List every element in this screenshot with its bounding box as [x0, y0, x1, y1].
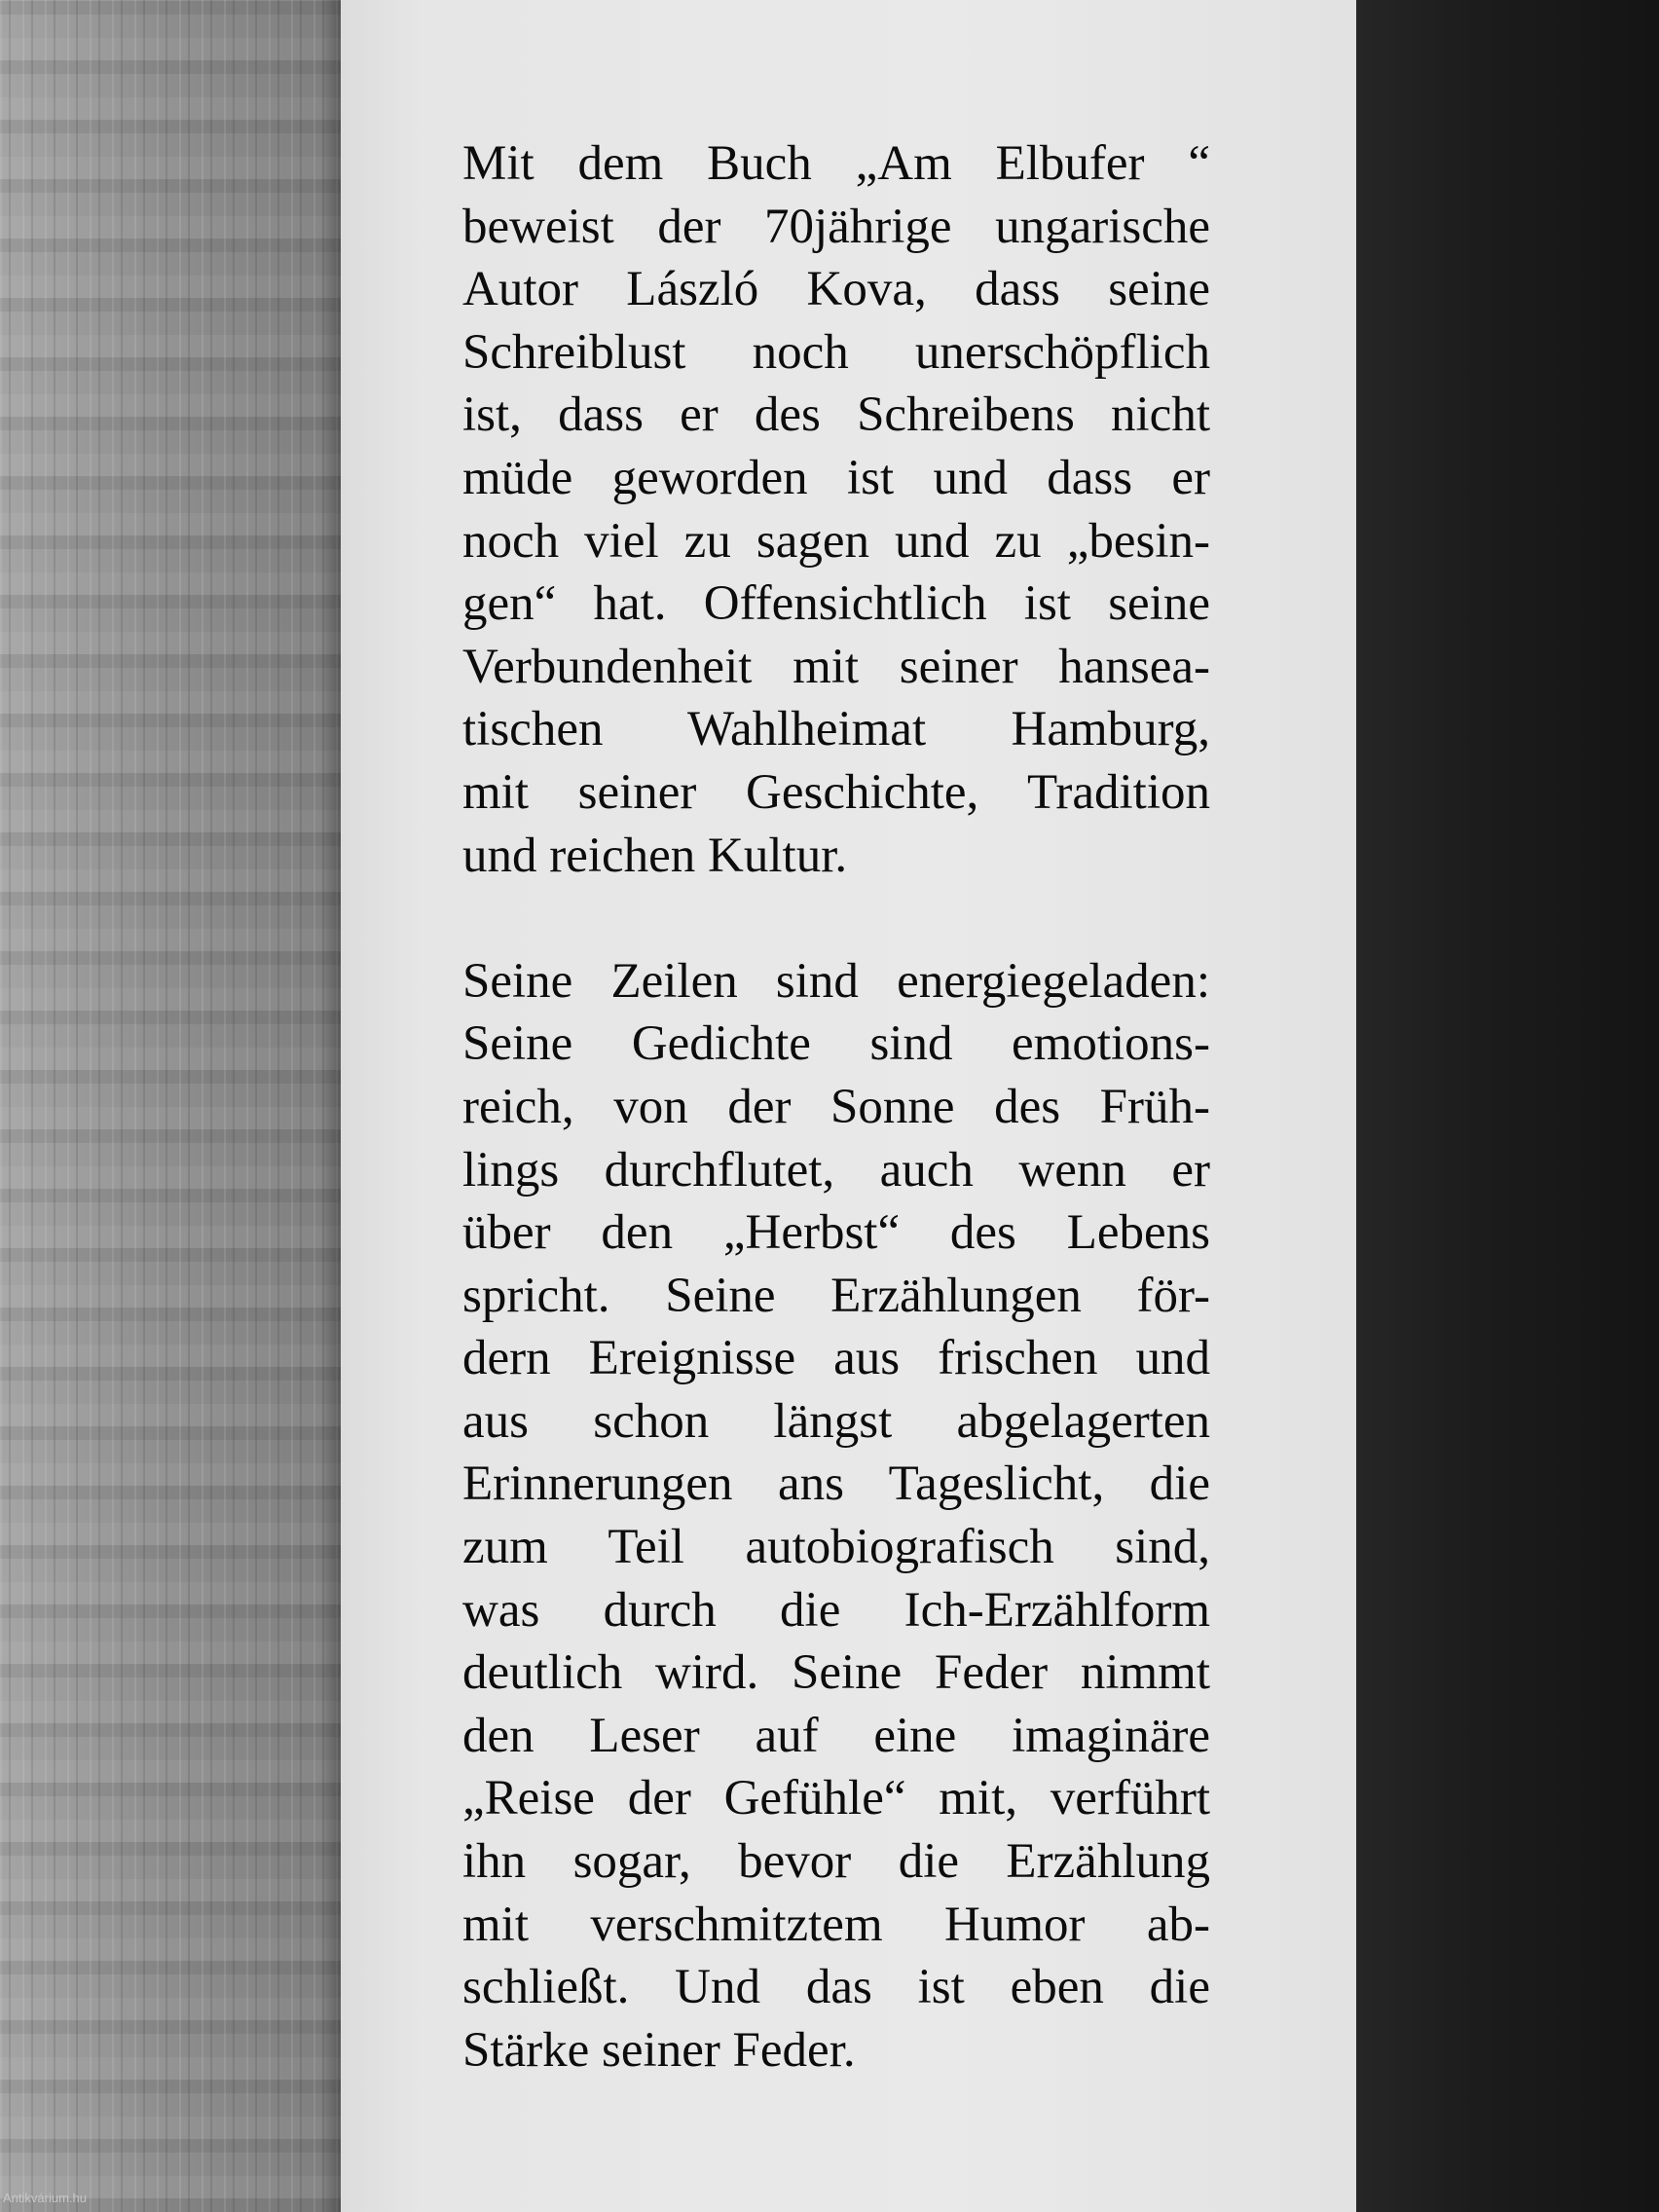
text-line: noch viel zu sagen und zu „besin- [462, 513, 1210, 569]
text-line: Mit dem Buch „Am Elbufer “ [462, 136, 1210, 191]
text-line: müde geworden ist und dass er [462, 450, 1210, 505]
textured-background [0, 0, 341, 2212]
text-line: Schreiblust noch unerschöpflich [462, 324, 1210, 380]
text-line: Verbundenheit mit seiner hansea- [462, 639, 1210, 694]
text-line: aus schon längst abgelagerten [462, 1393, 1210, 1449]
text-line: was durch die Ich-Erzählform [462, 1582, 1210, 1638]
paragraph-gap [462, 887, 1210, 950]
text-line: zum Teil autobiografisch sind, [462, 1520, 1210, 1575]
page-text [462, 132, 1210, 2082]
text-line: und reichen Kultur. [462, 828, 848, 883]
text-line: dern Ereignisse aus frischen und [462, 1331, 1210, 1386]
text-line: mit verschmitztem Humor ab- [462, 1897, 1210, 1952]
text-line: ihn sogar, bevor die Erzählung [462, 1834, 1210, 1890]
text-line: Seine Gedichte sind emotions- [462, 1016, 1210, 1072]
text-line: Stärke seiner Feder. [462, 2022, 856, 2078]
text-line: schließt. Und das ist eben die [462, 1960, 1210, 2015]
text-line: gen“ hat. Offensichtlich ist seine [462, 576, 1210, 632]
text-line: ist, dass er des Schreibens nicht [462, 387, 1210, 443]
text-line: mit seiner Geschichte, Tradition [462, 764, 1210, 820]
text-line: Erinnerungen ans Tageslicht, die [462, 1456, 1210, 1512]
text-line: beweist der 70jährige ungarische [462, 199, 1210, 254]
text-line: lings durchflutet, auch wenn er [462, 1142, 1210, 1198]
text-line: Seine Zeilen sind energiegeladen: [462, 953, 1210, 1009]
text-line: den Leser auf eine imaginäre [462, 1708, 1210, 1763]
paragraph-1 [462, 132, 1210, 887]
text-line: deutlich wird. Seine Feder nimmt [462, 1645, 1210, 1701]
watermark: Antikvárium.hu [3, 2191, 87, 2205]
text-line: spricht. Seine Erzählungen för- [462, 1268, 1210, 1323]
text-line: über den „Herbst“ des Lebens [462, 1205, 1210, 1261]
dark-background [1356, 0, 1659, 2212]
paragraph-2 [462, 950, 1210, 2083]
text-line: reich, von der Sonne des Früh- [462, 1079, 1210, 1134]
text-line: Autor László Kova, dass seine [462, 262, 1210, 317]
text-line: tischen Wahlheimat Hamburg, [462, 702, 1210, 757]
text-line: „Reise der Gefühle“ mit, verführt [462, 1771, 1210, 1826]
